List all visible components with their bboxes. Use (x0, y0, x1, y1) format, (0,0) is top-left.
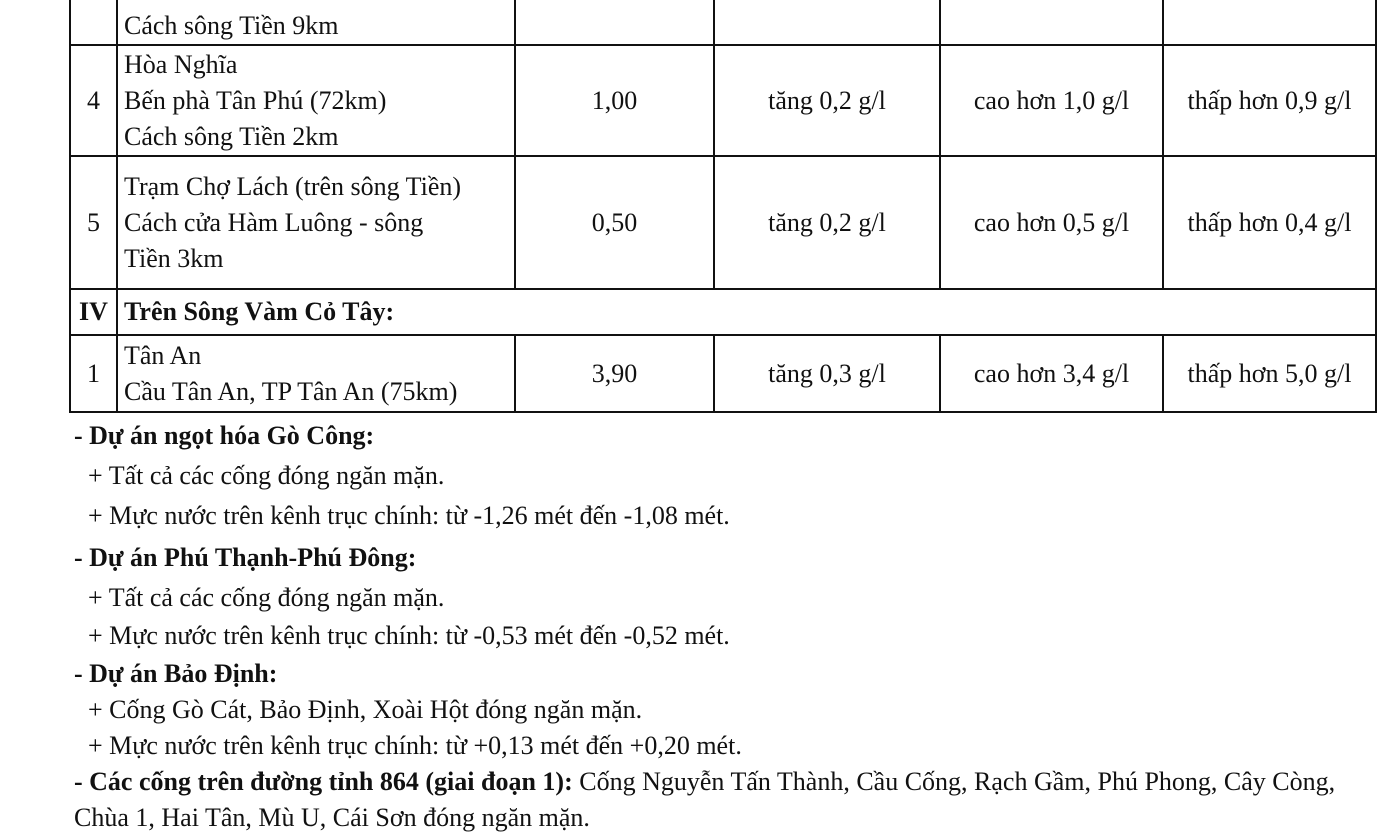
location-line: Tân An (124, 340, 202, 370)
note-item: + Tất cả các cống đóng ngăn mặn. (88, 461, 445, 490)
note-road-864-text: Cống Nguyễn Tấn Thành, Cầu Cống, Rạch Gầm, Phú Phong, Cây Còng, Chùa 1, Hai Tân, Mù U, Cái Sơn đóng ngăn mặn. (74, 767, 1336, 832)
row-compare-2: thấp hơn 0,4 g/l (1163, 156, 1376, 289)
note-road-864-label: - Các cống trên đường tỉnh 864 (giai đoạn 1): (74, 767, 573, 796)
note-road-864 (74, 764, 1374, 836)
row-value: 1,00 (515, 45, 714, 156)
row-index: 1 (70, 335, 117, 412)
location-line: Cách cửa Hàm Luông - sông (124, 207, 424, 237)
row-compare-2: thấp hơn 0,9 g/l (1163, 45, 1376, 156)
row-compare-1: cao hơn 0,5 g/l (940, 156, 1163, 289)
row-compare-2: thấp hơn 5,0 g/l (1163, 335, 1376, 412)
note-item: + Cống Gò Cát, Bảo Định, Xoài Hột đóng ngăn mặn. (88, 695, 643, 724)
section-title: Trên Sông Vàm Cỏ Tây: (117, 289, 1376, 335)
row-index: 4 (70, 45, 117, 156)
row-value: 3,90 (515, 335, 714, 412)
table-row (70, 0, 1376, 45)
note-heading-go-cong: - Dự án ngọt hóa Gò Công: (74, 421, 375, 450)
row-location (117, 0, 515, 45)
location-line: Bến phà Tân Phú (72km) (124, 85, 387, 115)
note-item: + Mực nước trên kênh trục chính: từ -1,26 mét đến -1,08 mét. (88, 501, 730, 530)
row-compare-1: cao hơn 3,4 g/l (940, 335, 1163, 412)
location-line: Trạm Chợ Lách (trên sông Tiền) (124, 171, 462, 201)
row-change (714, 0, 940, 45)
note-item: + Mực nước trên kênh trục chính: từ +0,13 mét đến +0,20 mét. (88, 731, 742, 760)
row-value (515, 0, 714, 45)
row-location (117, 335, 515, 412)
row-compare-1: cao hơn 1,0 g/l (940, 45, 1163, 156)
row-compare-2 (1163, 0, 1376, 45)
location-line: Cách sông Tiền 2km (124, 121, 339, 151)
row-change: tăng 0,2 g/l (714, 156, 940, 289)
project-notes (74, 418, 1374, 836)
row-location (117, 45, 515, 156)
table-row (70, 156, 1376, 289)
row-value: 0,50 (515, 156, 714, 289)
section-index: IV (70, 289, 117, 335)
salinity-table (69, 0, 1377, 413)
location-line: Cách sông Tiền 9km (124, 11, 339, 40)
location-line: Hòa Nghĩa (124, 49, 238, 79)
table-row (70, 45, 1376, 156)
note-item: + Mực nước trên kênh trục chính: từ -0,53 mét đến -0,52 mét. (88, 621, 730, 650)
note-item: + Tất cả các cống đóng ngăn mặn. (88, 583, 445, 612)
table-row (70, 335, 1376, 412)
row-location (117, 156, 515, 289)
row-compare-1 (940, 0, 1163, 45)
section-row (70, 289, 1376, 335)
row-index: 5 (70, 156, 117, 289)
location-line: Cầu Tân An, TP Tân An (75km) (124, 376, 458, 406)
note-heading-bao-dinh: - Dự án Bảo Định: (74, 659, 278, 688)
location-line: Tiền 3km (124, 243, 224, 273)
row-index (70, 0, 117, 45)
row-change: tăng 0,3 g/l (714, 335, 940, 412)
row-change: tăng 0,2 g/l (714, 45, 940, 156)
note-heading-phu-thanh: - Dự án Phú Thạnh-Phú Đông: (74, 543, 417, 572)
